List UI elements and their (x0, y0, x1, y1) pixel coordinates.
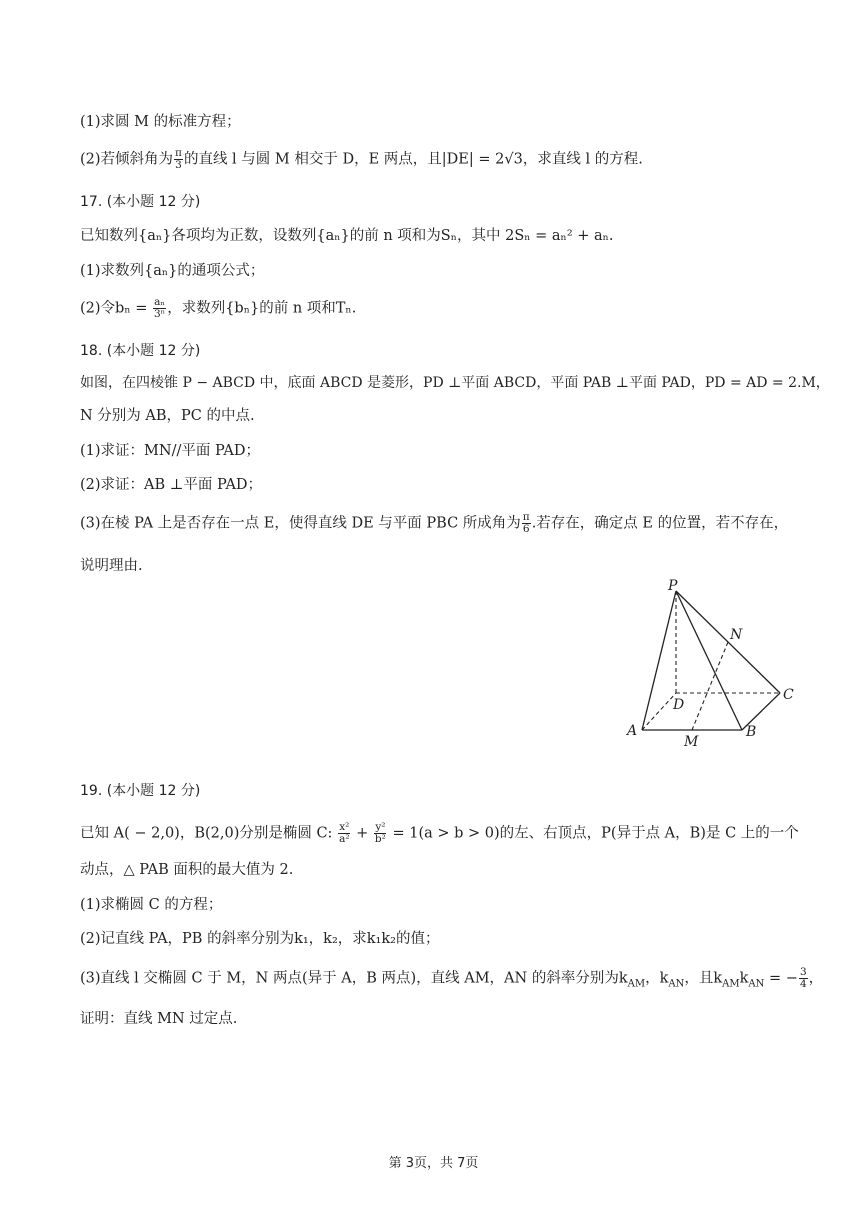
q18-frac (522, 512, 531, 535)
q18-part3-text-b: .若存在，确定点 E 的位置，若不存在， (531, 515, 789, 532)
q18-stem1: 如图，在四棱锥 P − ABCD 中，底面 ABCD 是菱形，PD ⊥平面 ABCD，平面 PAB ⊥平面 PAD，PD = AD = 2.M， (80, 375, 830, 391)
label-M: M (684, 734, 699, 750)
frac-num: x² (339, 821, 350, 833)
q18-stem2: N 分别为 AB，PC 的中点. (80, 408, 255, 424)
label-C: C (783, 687, 794, 703)
frac-den: a² (339, 833, 350, 845)
label-P: P (668, 578, 678, 594)
q19-part3-text-e: ， (808, 970, 824, 987)
q17-part2-text-b: ，求数列{bₙ}的前 n 项和Tₙ. (167, 300, 357, 317)
q18-header: 18. (本小题 12 分) (80, 343, 201, 359)
q16-part1: (1)求圆 M 的标准方程； (80, 114, 241, 130)
q19-frac-y (374, 822, 387, 845)
label-D: D (673, 697, 685, 713)
q16-frac (174, 148, 183, 171)
segment-MN (692, 642, 728, 730)
q19-header: 19. (本小题 12 分) (80, 783, 201, 799)
q17-part1: (1)求数列{aₙ}的通项公式； (80, 263, 265, 279)
edge-PC (676, 591, 780, 693)
pyramid-figure (620, 575, 800, 750)
q19-stem1-text-b: = 1(a > b > 0)的左、右顶点，P(异于点 A，B)是 C 上的一个 (387, 825, 799, 842)
q16-part2 (80, 148, 643, 171)
q17-header: 17. (本小题 12 分) (80, 194, 201, 210)
q19-stem1-text-a: 已知 A( − 2,0)，B(2,0)分别是椭圆 C: (80, 825, 338, 842)
q16-part2-text-b: 的直线 l 与圆 M 相交于 D，E 两点，且|DE| = 2√3，求直线 l 的方程. (183, 151, 643, 168)
q18-part3-text-a: (3)在棱 PA 上是否存在一点 E，使得直线 DE 与平面 PBC 所成角为 (80, 515, 521, 532)
q19-part3 (80, 967, 823, 994)
q17-stem: 已知数列{aₙ}各项均为正数，设数列{aₙ}的前 n 项和为Sₙ，其中 2Sₙ = aₙ² + aₙ. (80, 228, 614, 244)
subscript: AN (748, 978, 765, 990)
q18-part3-line2: 说明理由. (80, 558, 143, 574)
page-footer: 第 3页，共 7页 (388, 1156, 479, 1171)
frac-num: π (175, 147, 182, 159)
q19-part3-text-b: ，且k (684, 970, 723, 987)
q19-frac-34 (799, 967, 808, 990)
q18-part1: (1)求证：MN//平面 PAD； (80, 443, 260, 459)
frac-den: b² (374, 833, 386, 845)
subscript: AN (668, 978, 685, 990)
q19-part3-line2: 证明：直线 MN 过定点. (80, 1011, 238, 1027)
q19-frac-x (338, 822, 350, 845)
q19-part3-mid: ，k (645, 970, 669, 987)
q17-part2 (80, 297, 356, 320)
subscript: AM (627, 978, 646, 990)
frac-den: 3ⁿ (153, 308, 166, 320)
q19-plus: + (351, 825, 373, 842)
label-N: N (730, 627, 743, 643)
subscript: AM (722, 978, 740, 990)
label-A: A (627, 723, 638, 739)
q16-part2-text-a: (2)若倾斜角为 (80, 151, 174, 168)
edge-PB (676, 591, 742, 730)
label-B: B (746, 724, 757, 740)
q19-stem2: 动点，△ PAB 面积的最大值为 2. (80, 862, 294, 878)
frac-num: aₙ (154, 296, 165, 308)
q17-part2-text-a: (2)令bₙ = (80, 300, 152, 317)
q18-part2: (2)求证：AB ⊥平面 PAD； (80, 477, 263, 493)
q17-frac (153, 297, 166, 320)
q19-part1: (1)求椭圆 C 的方程； (80, 897, 223, 913)
frac-den: 6 (522, 523, 530, 535)
q19-part3-text-c: k (739, 970, 749, 987)
frac-num: y² (375, 821, 386, 833)
q18-part3 (80, 512, 788, 535)
q19-part2: (2)记直线 PA，PB 的斜率分别为k₁，k₂，求k₁k₂的值； (80, 931, 440, 947)
edge-PA (642, 591, 676, 730)
frac-den: 3 (175, 159, 182, 171)
frac-num: 3 (799, 966, 807, 978)
q19-part3-text-d: = − (764, 970, 798, 987)
q19-stem1 (80, 822, 799, 845)
frac-num: π (522, 511, 530, 523)
q19-part3-text-a: (3)直线 l 交椭圆 C 于 M，N 两点(异于 A，B 两点)，直线 AM，AN 的斜率分别为k (80, 970, 628, 987)
frac-den: 4 (799, 978, 807, 990)
